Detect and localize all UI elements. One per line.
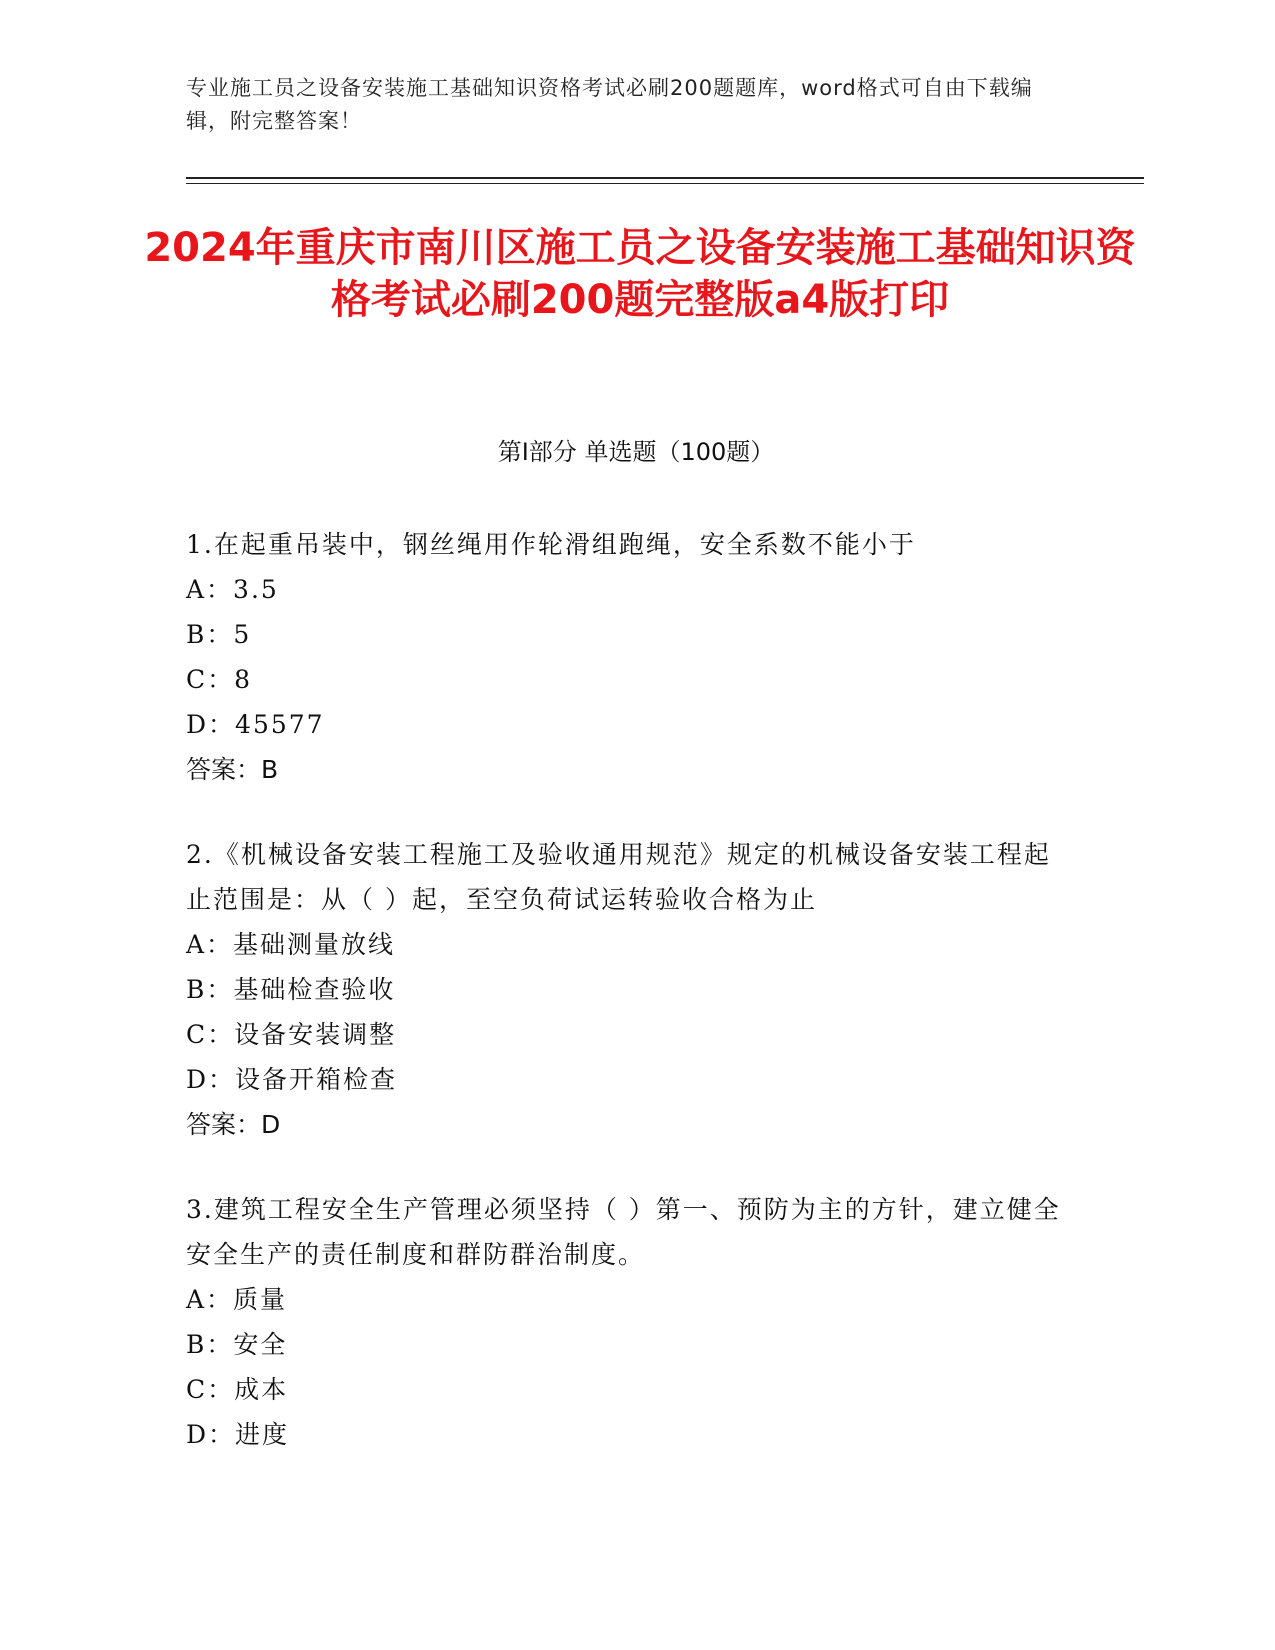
section-title: 第Ⅰ部分 单选题（100题） [497, 438, 775, 466]
answer: 答案：D [186, 1110, 281, 1139]
option-a: A：3.5 [186, 575, 279, 604]
option-a: A：基础测量放线 [186, 930, 396, 959]
question-stem: 1.在起重吊装中，钢丝绳用作轮滑组跑绳，安全系数不能小于 [186, 530, 916, 559]
header-note: 专业施工员之设备安装施工基础知识资格考试必刷200题题库，word格式可自由下载编辑，附完整答案！ [186, 76, 1033, 133]
option-b: B：安全 [186, 1330, 288, 1359]
question-3 [186, 1187, 1066, 1457]
document-title: 2024年重庆市南川区施工员之设备安装施工基础知识资格考试必刷200题完整版a4版打印 [144, 225, 1136, 323]
option-b: B：5 [186, 620, 252, 649]
answer: 答案：B [186, 755, 279, 784]
option-a: A：质量 [186, 1285, 288, 1314]
question-stem: 3.建筑工程安全生产管理必须坚持（ ）第一、预防为主的方针，建立健全安全生产的责任制度和群防群治制度。 [186, 1195, 1061, 1269]
question-stem: 2.《机械设备安装工程施工及验收通用规范》规定的机械设备安装工程起止范围是：从（ ）起，至空负荷试运转验收合格为止 [186, 840, 1051, 914]
option-c: C：8 [186, 665, 253, 694]
option-d: D：设备开箱检查 [186, 1065, 398, 1094]
option-c: C：成本 [186, 1375, 289, 1404]
question-1 [186, 522, 1066, 792]
option-d: D：进度 [186, 1420, 290, 1449]
header-divider-thick [186, 177, 1144, 179]
header-divider-thin [186, 183, 1144, 184]
question-2 [186, 832, 1066, 1147]
option-c: C：设备安装调整 [186, 1020, 397, 1049]
question-list [186, 522, 1066, 1497]
option-b: B：基础检查验收 [186, 975, 396, 1004]
option-d: D：45577 [186, 710, 325, 739]
